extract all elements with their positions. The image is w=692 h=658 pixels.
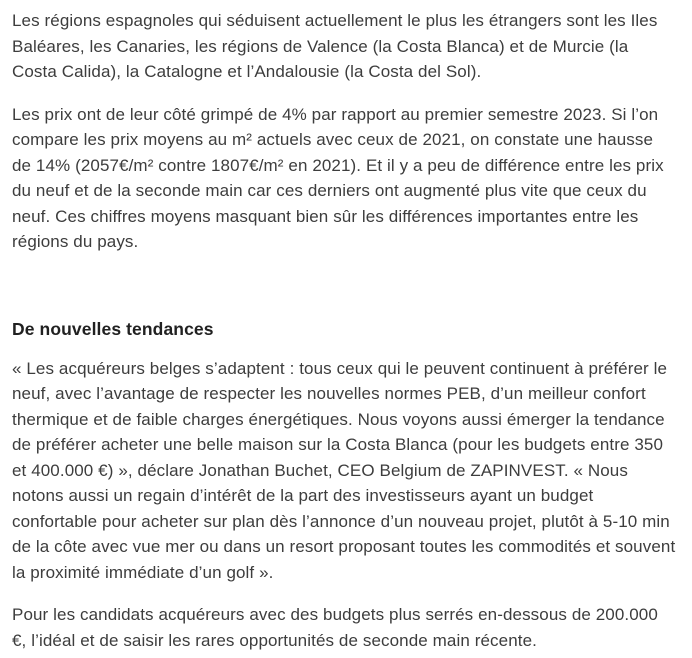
paragraph-budgets-serres: Pour les candidats acquéreurs avec des budgets plus serrés en-dessous de 200.000 €, l’idéal et de saisir les rares opportunités de seconde main récente. [12,605,658,650]
paragraph-prices: Les prix ont de leur côté grimpé de 4% par rapport au premier semestre 2023. Si l’on compare les prix moyens au m² actuels avec ceux de 2021, on constate une hausse de 14% (2057€/m² contre 1807€/m² en 2021). Et il y a peu de différence entre les prix du neuf et de la seconde main car ces derniers ont augmenté plus vite que ceux du neuf. Ces chiffres moyens masquant bien sûr les différences importantes entre les régions du pays. [12,104,664,251]
paragraph-quote-buchet: « Les acquéreurs belges s’adaptent : tous ceux qui le peuvent continuent à préférer le neuf, avec l’avantage de respecter les nouvelles normes PEB, d’un meilleur confort thermique et de faible charges énergétiques. Nous voyons aussi émerger la tendance de préférer acheter une belle maison sur la Costa Blanca (pour les budgets entre 350 et 400.000 €) », déclare Jonathan Buchet, CEO Belgium de ZAPINVEST. « Nous notons aussi un regain d’intérêt de la part des investisseurs ayant un budget confortable pour acheter sur plan dès l’annonce d’un nouveau projet, plutôt à 5-10 min de la côte avec vue mer ou dans un resort proposant toutes les commodités et souvent la proximité immédiate d’un golf ». [12,358,676,582]
paragraph-regions: Les régions espagnoles qui séduisent actuellement le plus les étrangers sont les Iles Baléares, les Canaries, les régions de Valence (la Costa Blanca) et de Murcie (la Costa Calida), la Catalogne et l’Andalousie (la Costa del Sol). [12,11,658,81]
section-heading-nouvelles-tendances: De nouvelles tendances [12,318,214,339]
